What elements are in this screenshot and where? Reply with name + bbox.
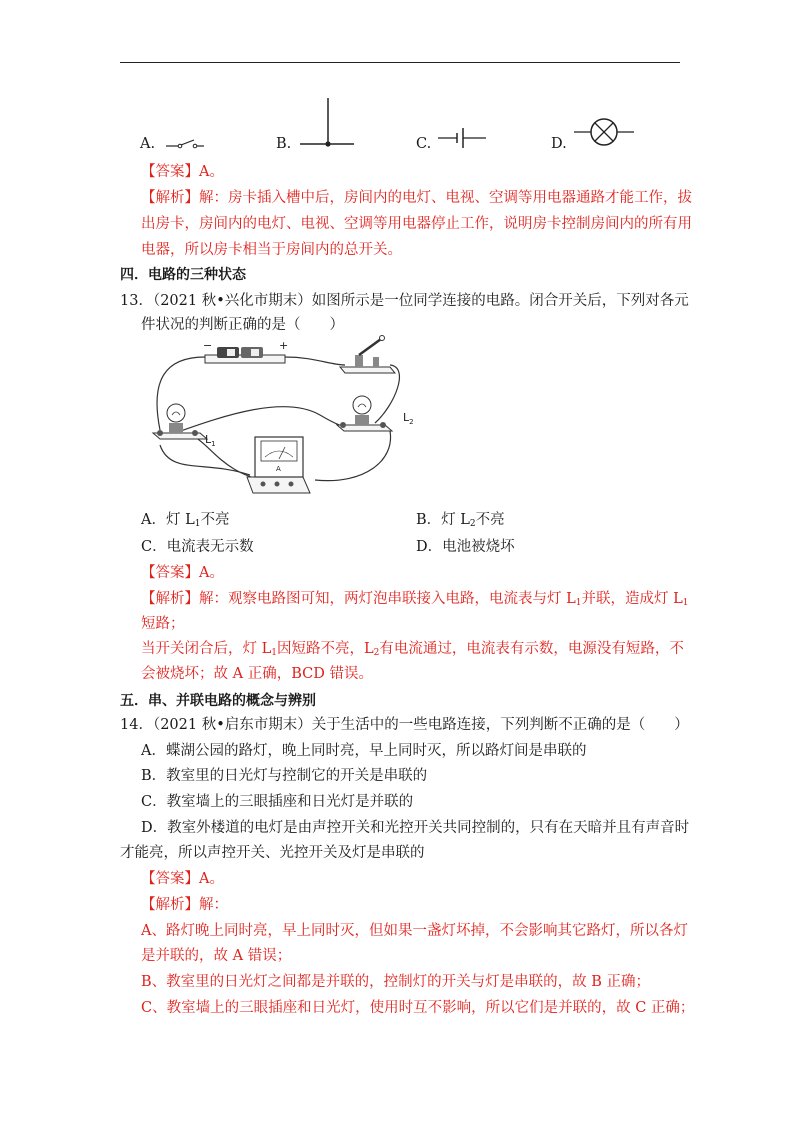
q13-option-d[interactable]: D．电池被烧坏 (416, 539, 515, 555)
q13-analysis-line: 短路； (141, 616, 185, 632)
q14-option-d[interactable]: D．教室外楼道的电灯是由声控开关和光控开关共同控制的，只有在天暗并且有声音时 (141, 820, 690, 836)
q12-answer: 【答案】A。 (141, 164, 224, 180)
q14-option-b[interactable]: B．教室里的日光灯与控制它的开关是串联的 (141, 768, 428, 784)
l1-label-sub: 1 (211, 440, 216, 448)
q12-analysis-line: 【解析】解：房卡插入槽中后，房间内的电灯、电视、空调等用电器通路才能工作，拔 (141, 190, 692, 206)
svg-text:L2 (403, 411, 414, 426)
knife-switch (340, 336, 395, 374)
header-rule (120, 62, 680, 63)
q14-option-a[interactable]: A．蝶湖公园的路灯，晚上同时亮，早上同时灭，所以路灯间是串联的 (141, 743, 587, 759)
section-heading: 五．串、并联电路的概念与辨别 (120, 693, 316, 709)
ammeter-letter: A (276, 465, 281, 473)
section-heading: 四．电路的三种状态 (120, 267, 246, 283)
l2-label: L (403, 411, 410, 424)
battery-symbol-icon (438, 126, 488, 150)
battery-plus-label: + (279, 339, 289, 352)
q13-stem-line: 件状况的判断正确的是（ ） (141, 317, 344, 333)
q13-option-a[interactable]: A．灯 $L_1$不亮 (141, 512, 230, 529)
q13-option-c[interactable]: C．电流表无示数 (141, 539, 254, 555)
q13-analysis-line: 会被烧坏；故 A 正确，BCD 错误。 (141, 666, 373, 682)
q14-analysis-line: A、路灯晚上同时亮，早上同时灭，但如果一盏灯坏掉，不会影响其它路灯，所以各灯 (141, 923, 688, 939)
q12-option-d-letter: D. (551, 136, 567, 152)
q12-option-c-letter: C. (416, 136, 432, 152)
q13-answer: 【答案】A。 (141, 565, 224, 581)
q13-option-b[interactable]: B．灯 $L_2$不亮 (416, 512, 505, 529)
lamp-l2 (337, 396, 414, 431)
q14-answer: 【答案】A。 (141, 871, 224, 887)
l1-label: L (205, 433, 212, 446)
q12-analysis-line: 电器，所以房卡相当于房间内的总开关。 (141, 242, 402, 258)
q13-analysis-line: 【解析】解：观察电路图可知，两灯泡串联接入电路，电流表与灯 $L_1$并联，造成灯 $L_1$ (141, 591, 689, 608)
lamp-l1 (153, 404, 216, 448)
ammeter (247, 437, 310, 493)
q12-analysis-line: 出房卡，房间内的电灯、电视、空调等用电器停止工作，说明房卡控制房间内的所有用 (141, 216, 692, 232)
q13-stem-line: 13．（2021 秋•兴化市期末）如图所示是一位同学连接的电路。闭合开关后，下列对各元 (120, 293, 689, 309)
q14-analysis-line: 【解析】解： (141, 897, 228, 913)
battery-holder (203, 339, 288, 363)
q12-option-b-letter: B. (276, 136, 292, 152)
q14-option-d-cont: 才能亮，所以声控开关、光控开关及灯是串联的 (120, 845, 425, 861)
q14-option-c[interactable]: C．教室墙上的三眼插座和日光灯是并联的 (141, 794, 414, 810)
lamp-symbol-icon (574, 116, 636, 148)
q14-analysis-line: C、教室墙上的三眼插座和日光灯，使用时互不影响，所以它们是并联的，故 C 正确； (141, 1000, 695, 1016)
q14-stem: 14．（2021 秋•启东市期末）关于生活中的一些电路连接，下列判断不正确的是（ ） (120, 717, 689, 733)
wire-junction-symbol-icon (300, 98, 356, 154)
svg-text:L1 (205, 433, 216, 448)
q14-analysis-line: 是并联的，故 A 错误； (141, 948, 292, 964)
q13-analysis-line: 当开关闭合后，灯 $L_1$因短路不亮，$L_2$有电流通过，电流表有示数，电源没有短路，不 (141, 641, 684, 658)
switch-symbol-icon (166, 136, 206, 152)
q12-option-a-letter: A. (140, 136, 156, 152)
l2-label-sub: 2 (409, 418, 414, 426)
circuit-figure (145, 335, 435, 500)
battery-minus-label: − (203, 339, 213, 352)
q14-analysis-line: B、教室里的日光灯之间都是并联的，控制灯的开关与灯是串联的，故 B 正确； (141, 974, 651, 990)
